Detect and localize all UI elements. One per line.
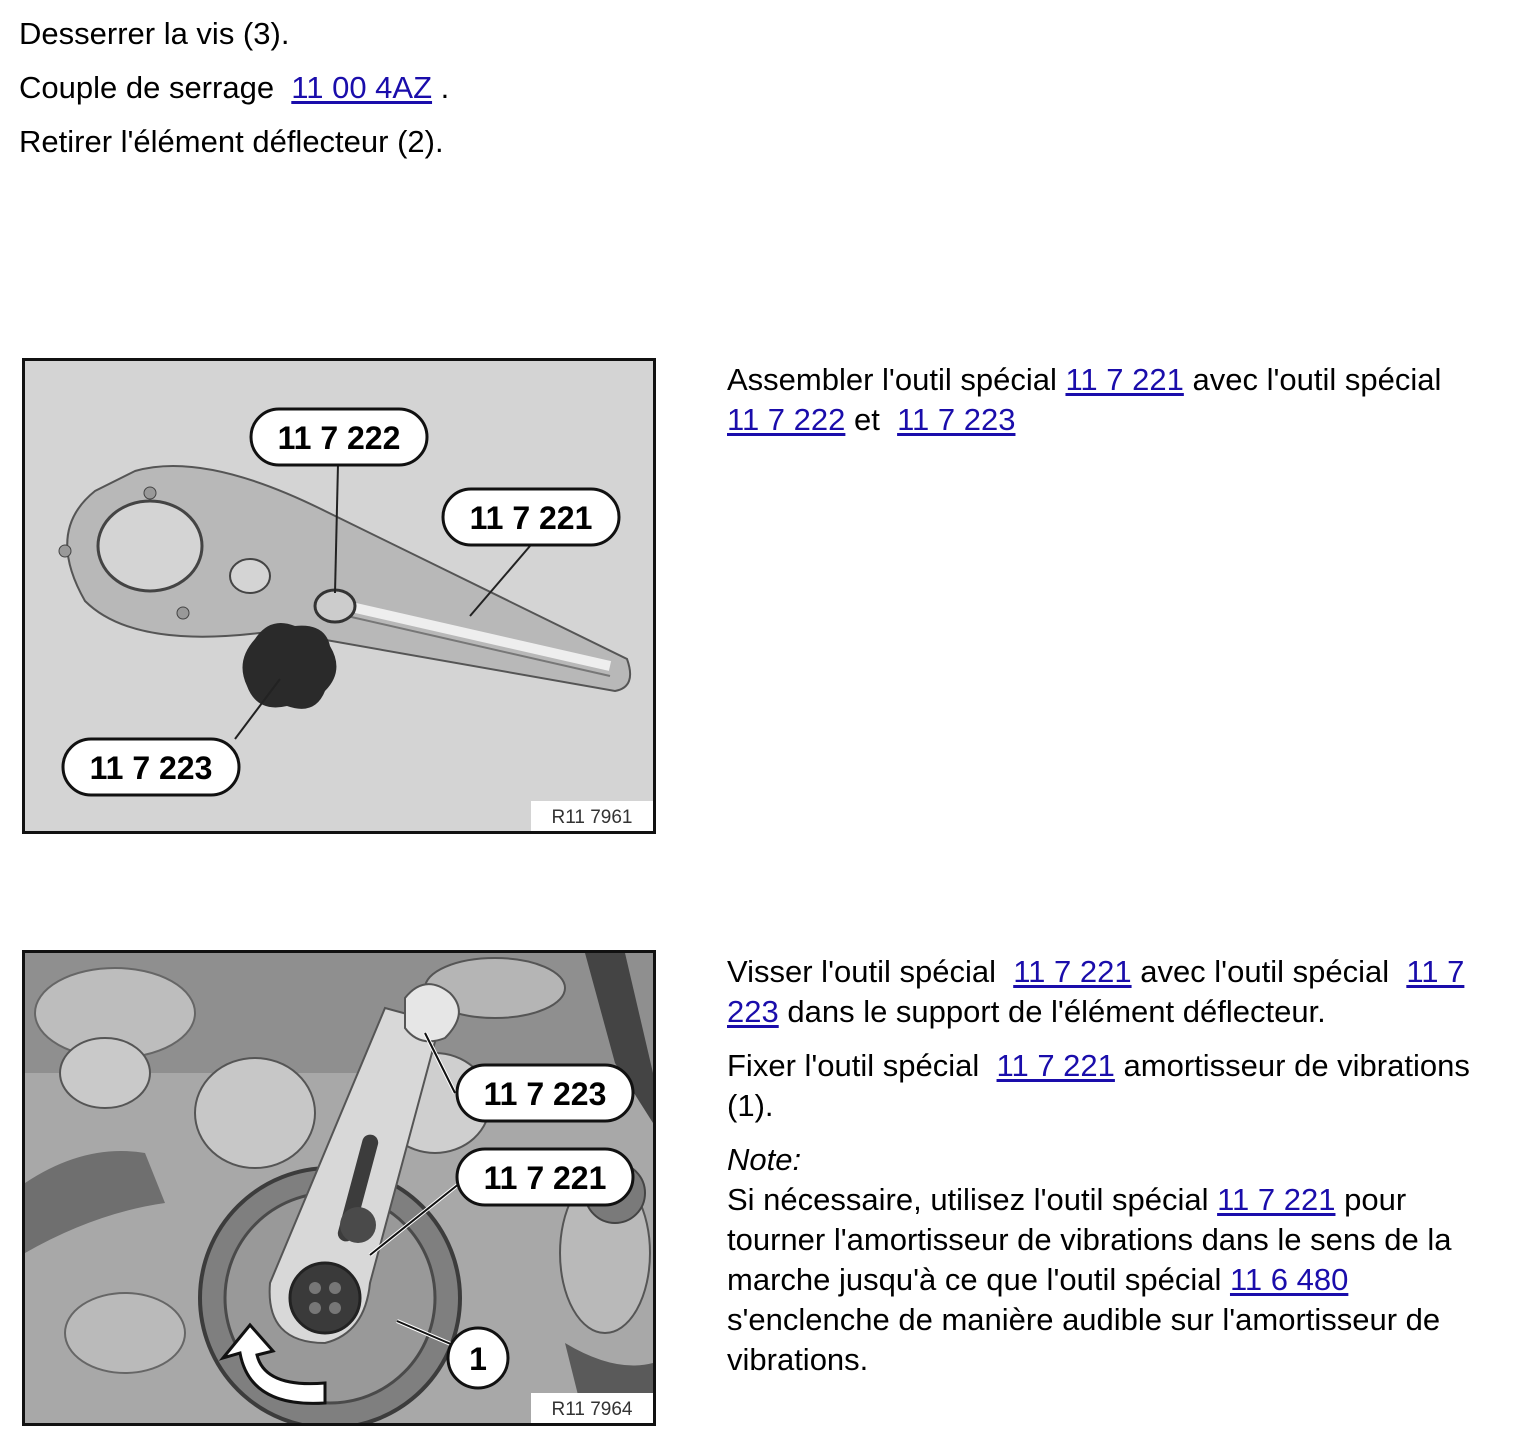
step1-text-b: avec l'outil spécial [1192, 362, 1442, 397]
step1-paragraph [727, 360, 1517, 440]
step2-paragraph-1 [727, 952, 1517, 1032]
step2-p2-link-11-7-221[interactable]: 11 7 221 [996, 1048, 1115, 1083]
step2-p1-text-a: Visser l'outil spécial [727, 954, 996, 989]
torque-link-11-00-4az[interactable]: 11 00 4AZ [291, 70, 433, 105]
step2-p1-link-11-7-221[interactable]: 11 7 221 [1013, 954, 1132, 989]
note-link-11-6-480[interactable]: 11 6 480 [1229, 1262, 1349, 1297]
step2-p2-text-b: amortisseur de vibrations [1123, 1048, 1470, 1083]
step2-paragraph-2 [727, 1046, 1517, 1126]
note-line-5: vibrations. [727, 1342, 869, 1377]
intro-line-2 [19, 68, 449, 108]
figure1-label-2: 11 7 221 [469, 500, 593, 536]
intro-line-3: Retirer l'élément déflecteur (2). [19, 124, 444, 159]
step1-link-11-7-221[interactable]: 11 7 221 [1065, 362, 1184, 397]
step2-p2-text-a: Fixer l'outil spécial [727, 1048, 980, 1083]
step2-p2-text-c: (1). [727, 1088, 774, 1123]
step2-p1-text-c: dans le support de l'élément déflecteur. [787, 994, 1326, 1029]
note-link-11-7-221[interactable]: 11 7 221 [1217, 1182, 1336, 1217]
figure2-ref: R11 7964 [551, 1399, 633, 1420]
note-line-4: s'enclenche de manière audible sur l'amortisseur de [727, 1302, 1441, 1337]
intro-line-2-prefix: Couple de serrage [19, 70, 275, 105]
figure1-ref: R11 7961 [551, 807, 633, 828]
figure1-label-1: 11 7 222 [277, 420, 401, 456]
figure1-label-3: 11 7 223 [89, 750, 213, 786]
figure-engine-installation-drawing [25, 953, 653, 1423]
intro-line-2-suffix: . [440, 70, 450, 105]
step1-link-11-7-222[interactable]: 11 7 222 [727, 402, 846, 437]
note-line-2: tourner l'amortisseur de vibrations dans le sens de la [727, 1222, 1452, 1257]
step2-p1-text-b: avec l'outil spécial [1140, 954, 1390, 989]
intro-line-1: Desserrer la vis (3). [19, 16, 290, 51]
note-text-a: Si nécessaire, utilisez l'outil spécial [727, 1182, 1209, 1217]
step2-note [727, 1140, 1517, 1380]
step1-text-a: Assembler l'outil spécial [727, 362, 1057, 397]
figure2-label-3: 1 [469, 1341, 487, 1377]
note-text-b: pour [1344, 1182, 1407, 1217]
step1-text [727, 360, 1517, 440]
figure2-label-2: 11 7 221 [483, 1160, 607, 1196]
step2-text [727, 952, 1517, 1380]
note-title: Note: [727, 1142, 802, 1177]
step2-p1-link-11-7-223-part1[interactable]: 11 7 [1406, 954, 1465, 989]
figure-tool-assembly [22, 358, 656, 834]
step1-text-c: et [854, 402, 880, 437]
figure-tool-assembly-drawing [25, 361, 653, 831]
note-text-c: marche jusqu'à ce que l'outil spécial [727, 1262, 1222, 1297]
step2-p1-link-11-7-223-part2[interactable]: 223 [727, 994, 779, 1029]
figure-engine-installation [22, 950, 656, 1426]
step1-link-11-7-223[interactable]: 11 7 223 [897, 402, 1016, 437]
figure2-label-1: 11 7 223 [483, 1076, 607, 1112]
